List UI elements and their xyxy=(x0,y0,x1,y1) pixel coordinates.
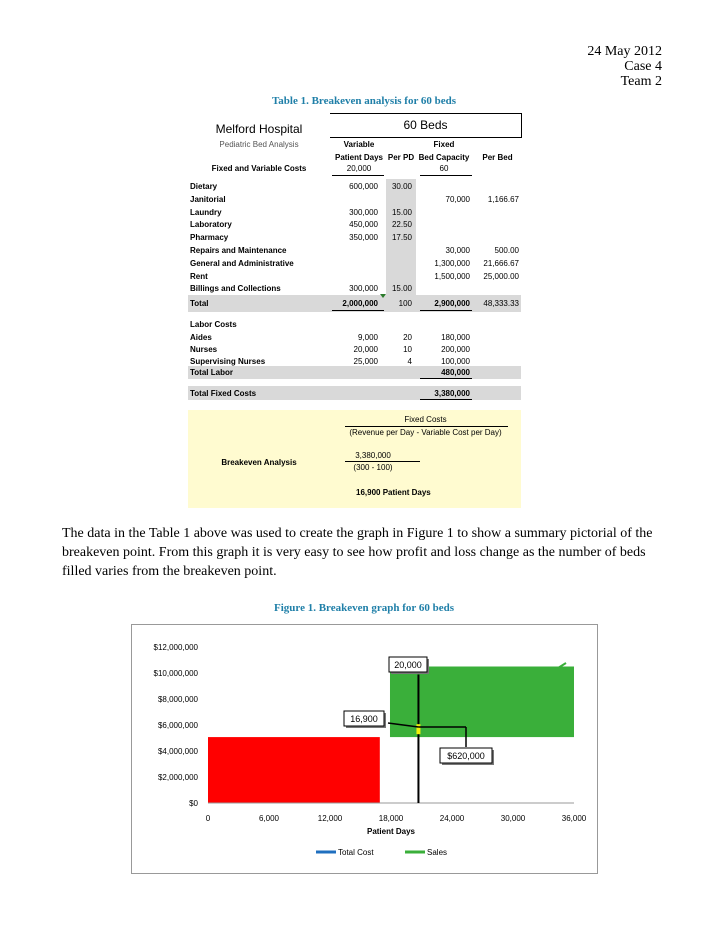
labor-row-count: 4 xyxy=(407,357,412,366)
callout-label: 16,900 xyxy=(350,714,378,724)
y-tick-label: $10,000,000 xyxy=(153,669,198,678)
labor-row-amount: 180,000 xyxy=(441,333,470,342)
legend-label: Sales xyxy=(427,848,448,857)
x-tick-label: 12,000 xyxy=(317,814,343,823)
callout-label: $620,000 xyxy=(447,751,485,761)
cost-row-label: Repairs and Maintenance xyxy=(190,246,287,255)
breakeven-numerator: 3,380,000 xyxy=(355,451,391,460)
labor-row-rate: 25,000 xyxy=(353,357,378,366)
cost-row-per-bed: 1,166.67 xyxy=(487,194,519,204)
cost-row-variable: 300,000 xyxy=(349,207,378,217)
total-labor-amount: 480,000 xyxy=(441,368,470,377)
col-per-bed: Per Bed xyxy=(482,153,513,162)
cost-row-fixed: 1,500,000 xyxy=(434,271,470,281)
cost-row-per-bed: 25,000.00 xyxy=(483,271,519,281)
cost-row-fixed: 70,000 xyxy=(445,194,470,204)
breakeven-denominator: (300 - 100) xyxy=(353,463,393,472)
patient-days-value: 20,000 xyxy=(346,164,372,173)
cost-row-per-pd: 22.50 xyxy=(391,220,412,230)
cost-row-label: Laundry xyxy=(190,207,222,217)
col-bed-capacity: Bed Capacity xyxy=(418,153,470,162)
formula-top: Fixed Costs xyxy=(404,415,447,424)
cost-row-label: Janitorial xyxy=(190,194,226,204)
team-label: Team 2 xyxy=(620,74,662,89)
body-paragraph: The data in the Table 1 above was used to create the graph in Figure 1 to show a summary pictorial of the breakeven point. From this graph it is very easy to see how profit and loss change as the number of beds filled varies from the breakeven point. xyxy=(62,526,653,579)
x-tick-label: 30,000 xyxy=(500,814,526,823)
y-tick-label: $8,000,000 xyxy=(157,695,198,704)
cost-row-label: Rent xyxy=(190,271,208,281)
x-tick-label: 18,000 xyxy=(378,814,404,823)
loss-region xyxy=(208,737,380,803)
labor-row-label: Supervising Nurses xyxy=(190,357,266,366)
cost-row-per-bed: 500.00 xyxy=(494,246,519,255)
costs-header: Fixed and Variable Costs xyxy=(211,164,307,173)
cost-row-variable: 350,000 xyxy=(349,233,378,243)
cost-row-label: Pharmacy xyxy=(190,233,229,243)
cost-row-label: General and Administrative xyxy=(190,258,294,268)
cost-row-per-pd: 15.00 xyxy=(391,207,412,217)
x-tick-label: 0 xyxy=(205,814,211,823)
formula-bottom: (Revenue per Day - Variable Cost per Day) xyxy=(349,428,502,437)
table-subtitle: Pediatric Bed Analysis xyxy=(219,140,299,149)
total-per-pd: 100 xyxy=(398,299,412,308)
highlight-marker xyxy=(416,724,420,734)
x-tick-label: 24,000 xyxy=(439,814,465,823)
col-per-pd: Per PD xyxy=(387,153,415,162)
cost-row-label: Laboratory xyxy=(190,220,232,230)
cost-row-per-pd: 17.50 xyxy=(391,233,412,243)
labor-row-label: Nurses xyxy=(190,345,218,354)
total-fixed-amount: 3,380,000 xyxy=(434,389,470,398)
bed-capacity-value: 60 xyxy=(439,164,449,173)
y-tick-label: $12,000,000 xyxy=(153,643,198,652)
breakeven-result: 16,900 Patient Days xyxy=(356,488,431,497)
y-tick-label: $2,000,000 xyxy=(157,773,198,782)
total-per-bed: 48,333.33 xyxy=(483,299,519,308)
labor-row-count: 20 xyxy=(403,333,412,342)
hospital-name: Melford Hospital xyxy=(215,122,303,136)
cost-row-per-bed: 21,666.67 xyxy=(483,258,519,268)
labor-row-rate: 9,000 xyxy=(357,333,378,342)
total-fixed-label: Total Fixed Costs xyxy=(190,389,257,398)
cost-row-label: Dietary xyxy=(190,182,218,191)
cost-row-fixed: 1,300,000 xyxy=(434,258,470,268)
beds-title: 60 Beds xyxy=(403,118,448,132)
labor-row-rate: 20,000 xyxy=(353,345,378,354)
cost-row-variable: 600,000 xyxy=(349,182,378,191)
y-tick-label: $6,000,000 xyxy=(157,721,198,730)
labor-row-label: Aides xyxy=(190,333,212,342)
cost-row-label: Billings and Collections xyxy=(190,284,281,294)
table-caption: Table 1. Breakeven analysis for 60 beds xyxy=(271,95,457,107)
labor-row-amount: 100,000 xyxy=(441,357,470,366)
figure-caption: Figure 1. Breakeven graph for 60 beds xyxy=(274,602,454,614)
cost-row-variable: 450,000 xyxy=(349,220,378,230)
date: 24 May 2012 xyxy=(587,44,662,59)
col-fixed: Fixed xyxy=(433,140,455,149)
legend-label: Total Cost xyxy=(338,848,374,857)
labor-header: Labor Costs xyxy=(190,320,237,329)
x-axis-label: Patient Days xyxy=(366,827,416,836)
labor-row-count: 10 xyxy=(403,345,412,354)
total-labor-label: Total Labor xyxy=(190,368,233,377)
total-variable: 2,000,000 xyxy=(342,299,378,308)
cost-row-variable: 300,000 xyxy=(349,284,378,294)
col-variable: Variable xyxy=(343,140,375,149)
x-tick-label: 36,000 xyxy=(561,814,587,823)
case-label: Case 4 xyxy=(624,59,662,74)
x-tick-label: 6,000 xyxy=(258,814,280,823)
total-label: Total xyxy=(190,299,209,308)
cost-row-per-pd: 15.00 xyxy=(391,284,412,294)
callout-label: 20,000 xyxy=(394,660,422,670)
breakeven-label: Breakeven Analysis xyxy=(221,458,297,467)
total-fixed: 2,900,000 xyxy=(434,299,470,308)
y-tick-label: $0 xyxy=(189,799,198,808)
y-tick-label: $4,000,000 xyxy=(157,747,198,756)
col-patient-days: Patient Days xyxy=(334,153,384,162)
labor-row-amount: 200,000 xyxy=(441,345,470,354)
cost-row-fixed: 30,000 xyxy=(445,246,470,255)
cost-row-per-pd: 30.00 xyxy=(391,182,412,191)
